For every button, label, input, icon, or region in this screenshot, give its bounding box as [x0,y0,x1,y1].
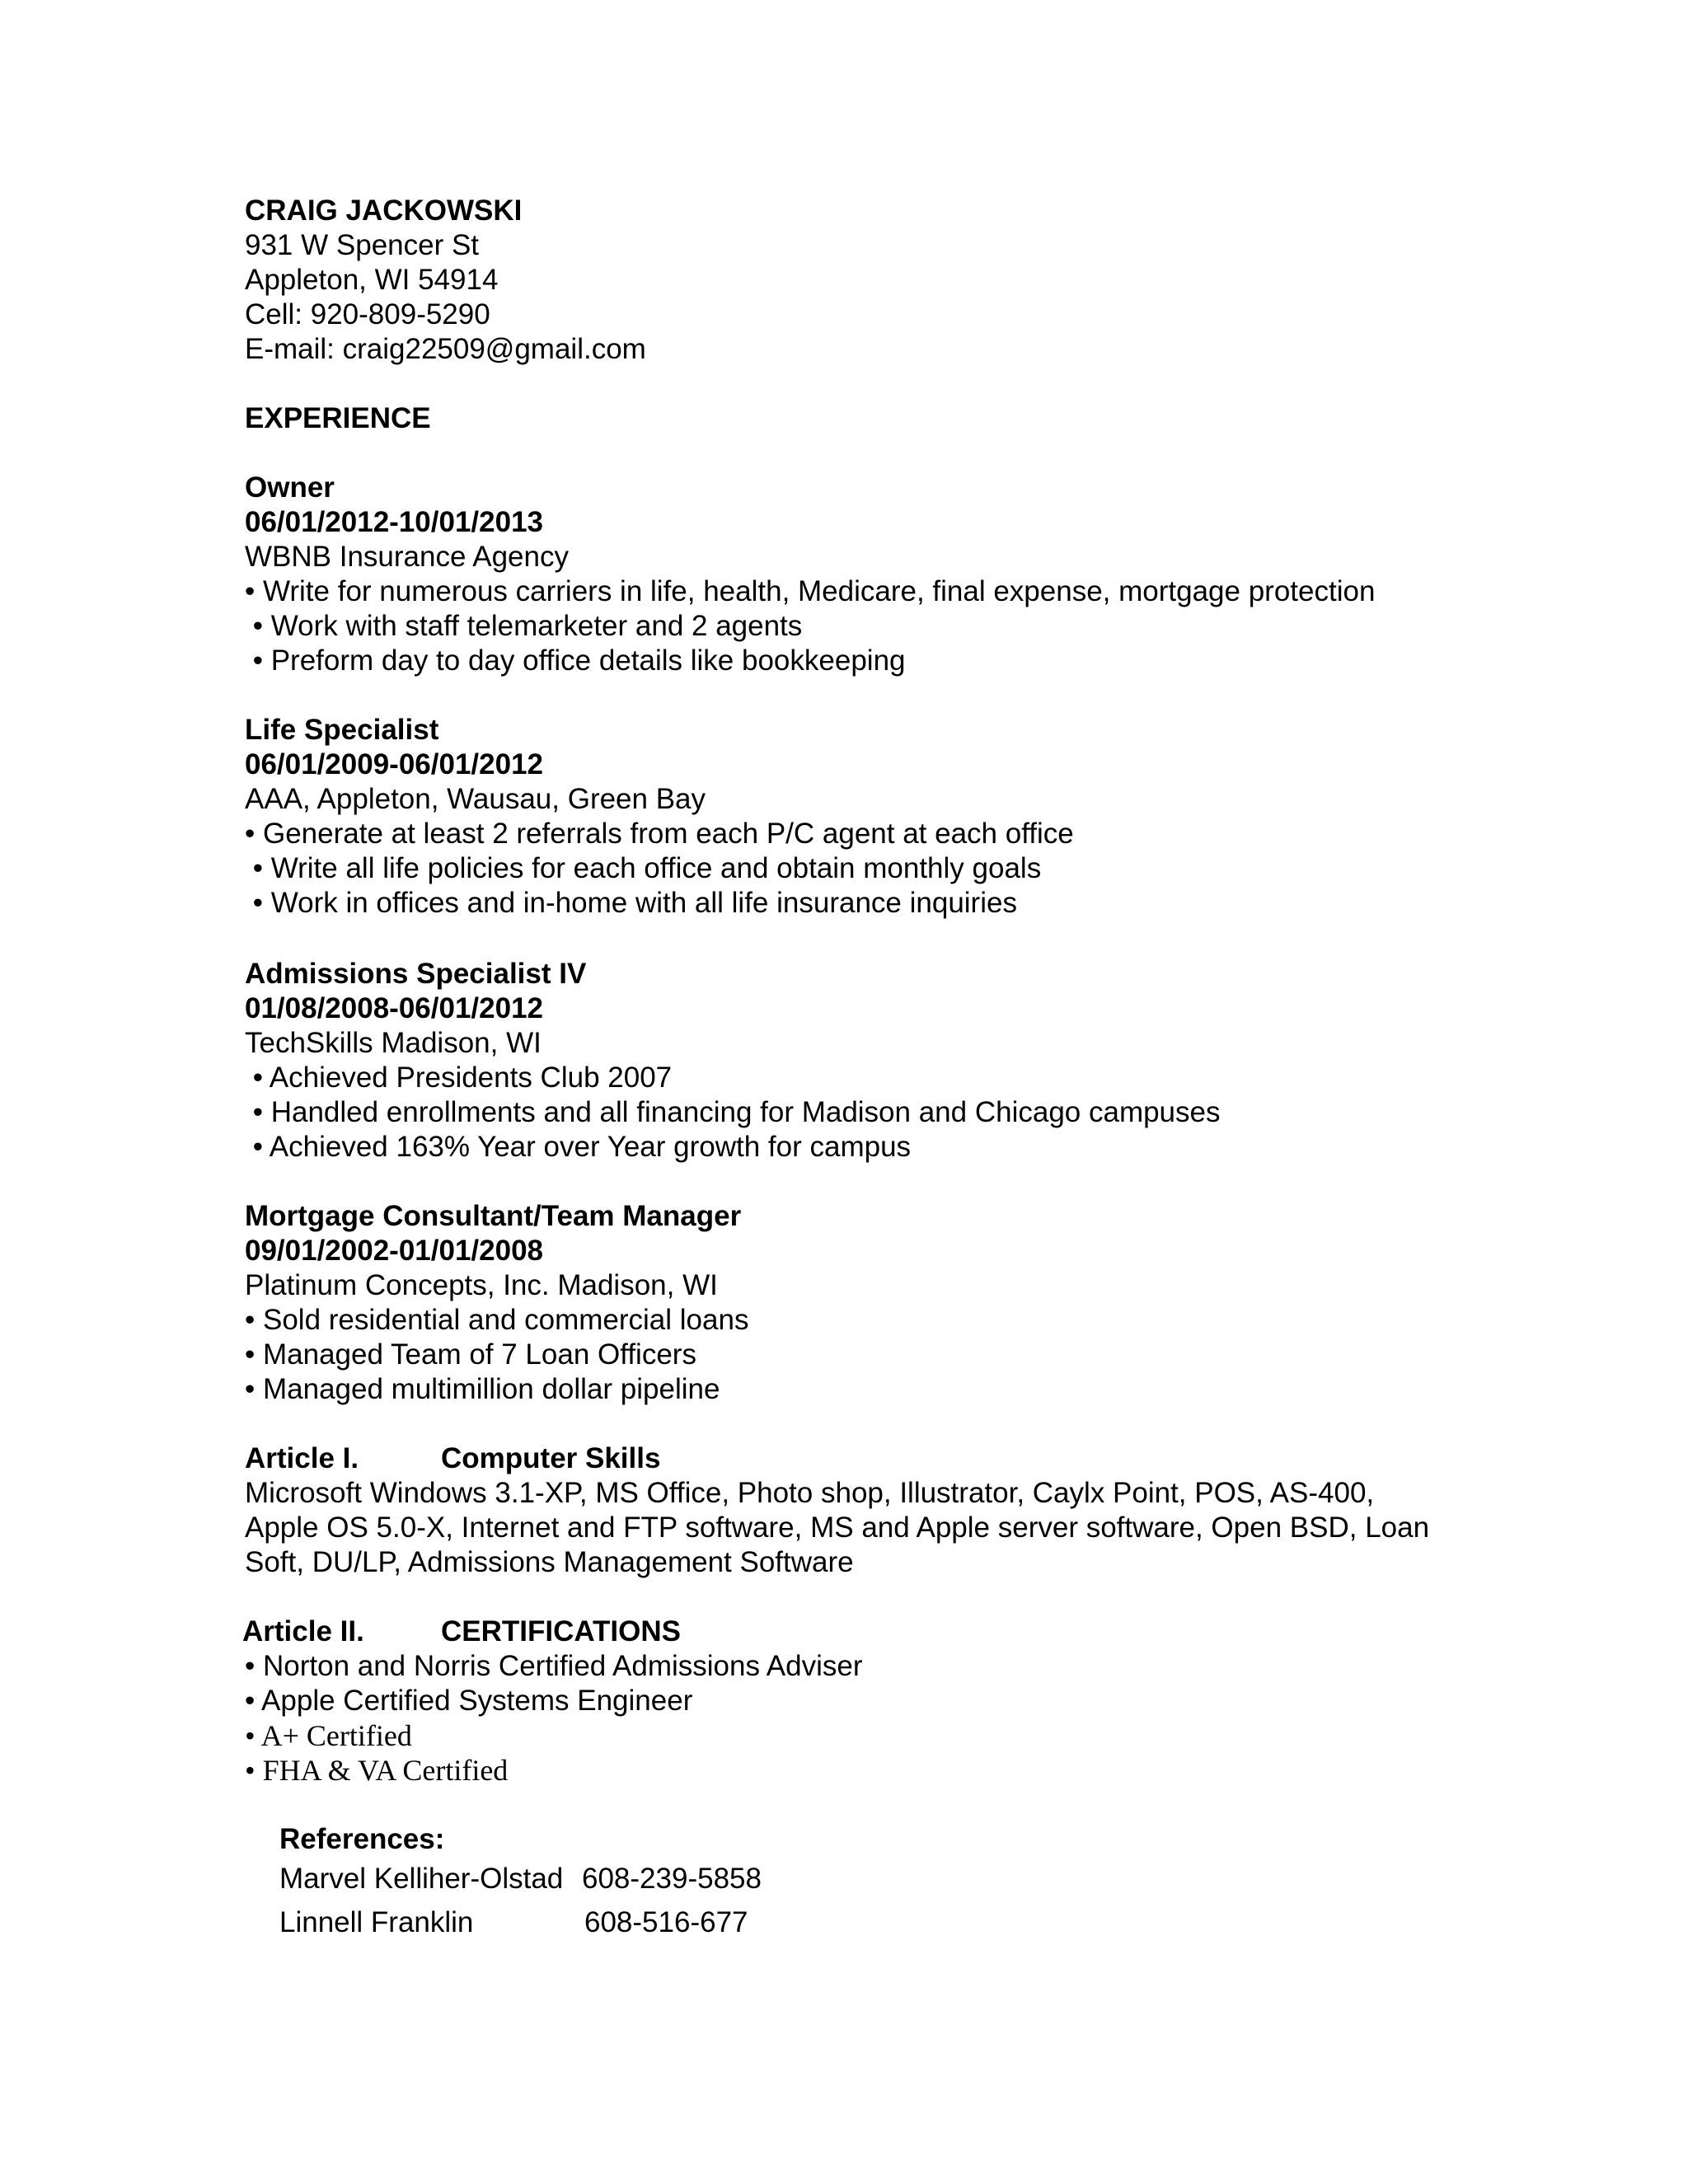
job-bullet: • Generate at least 2 referrals from each P/C agent at each office [245,818,1074,850]
reference-phone: 608-516-677 [584,1906,748,1938]
section-title: CERTIFICATIONS [441,1615,682,1647]
job-bullet: • Achieved 163% Year over Year growth for campus [245,1131,912,1163]
job-company: WBNB Insurance Agency [245,541,569,573]
computer-skills-text: Microsoft Windows 3.1-XP, MS Office, Photo shop, Illustrator, Caylx Point, POS, AS-400, Apple OS 5.0-X, Internet and FTP software, MS and Apple server software, Open BSD, Loan Soft, DU/LP, Admissions Management Software [245,1477,1430,1578]
job-title: Admissions Specialist IV [245,958,587,990]
job-dates: 06/01/2009-06/01/2012 [245,748,543,780]
reference-row [279,1857,1481,1900]
certifications-section [242,1615,1481,1649]
reference-name: Marvel Kelliher-Olstad [279,1863,564,1895]
experience-heading: EXPERIENCE [245,402,431,434]
reference-row [279,1900,1481,1944]
job-entry [245,957,1481,1165]
job-title: Life Specialist [245,714,439,746]
job-bullet: • Managed multimillion dollar pipeline [245,1373,720,1405]
computer-skills-heading [245,1441,1481,1476]
job-bullet: • Managed Team of 7 Loan Officers [245,1338,696,1371]
reference-name: Linnell Franklin [279,1906,474,1938]
job-bullet: • Handled enrollments and all financing for Madison and Chicago campuses [245,1096,1221,1128]
candidate-name: CRAIG JACKOWSKI [245,194,523,227]
certification-item: • A+ Certified [245,1719,412,1752]
contact-block [245,194,1481,367]
section-title: Computer Skills [441,1442,661,1474]
certification-item: • Apple Certified Systems Engineer [245,1685,693,1717]
job-entry [245,713,1481,921]
resume-page [242,194,1481,1944]
job-bullet: • Write all life policies for each office and obtain monthly goals [245,852,1042,884]
job-dates: 09/01/2002-01/01/2008 [245,1235,543,1267]
job-company: TechSkills Madison, WI [245,1027,542,1059]
job-entry [245,471,1481,678]
job-entry [245,1199,1481,1407]
job-company: Platinum Concepts, Inc. Madison, WI [245,1269,718,1301]
certification-item: • FHA & VA Certified [245,1754,509,1787]
job-bullet: • Work with staff telemarketer and 2 agents [245,610,803,642]
job-bullet: • Work in offices and in-home with all life insurance inquiries [245,887,1017,919]
reference-phone: 608-239-5858 [582,1863,762,1895]
job-title: Mortgage Consultant/Team Manager [245,1200,742,1232]
article-number: Article II. [242,1615,364,1647]
job-title: Owner [245,471,335,504]
job-bullet: • Write for numerous carriers in life, health, Medicare, final expense, mortgage protection [245,575,1376,607]
job-company: AAA, Appleton, Wausau, Green Bay [245,783,706,815]
address-line-1: 931 W Spencer St [245,229,480,261]
job-bullet: • Achieved Presidents Club 2007 [245,1062,673,1094]
email-address: E-mail: craig22509@gmail.com [245,333,646,365]
certification-item: • Norton and Norris Certified Admissions Adviser [245,1650,863,1682]
job-bullet: • Preform day to day office details like bookkeeping [245,644,906,677]
references-section [245,1822,1481,1944]
job-dates: 06/01/2012-10/01/2013 [245,506,543,538]
references-heading: References: [279,1823,445,1855]
address-line-2: Appleton, WI 54914 [245,264,499,296]
certifications-heading [242,1615,1481,1649]
cell-phone: Cell: 920-809-5290 [245,298,490,330]
article-number: Article I. [245,1442,359,1474]
computer-skills-section [245,1441,1481,1580]
job-bullet: • Sold residential and commercial loans [245,1304,749,1336]
job-dates: 01/08/2008-06/01/2012 [245,992,543,1024]
